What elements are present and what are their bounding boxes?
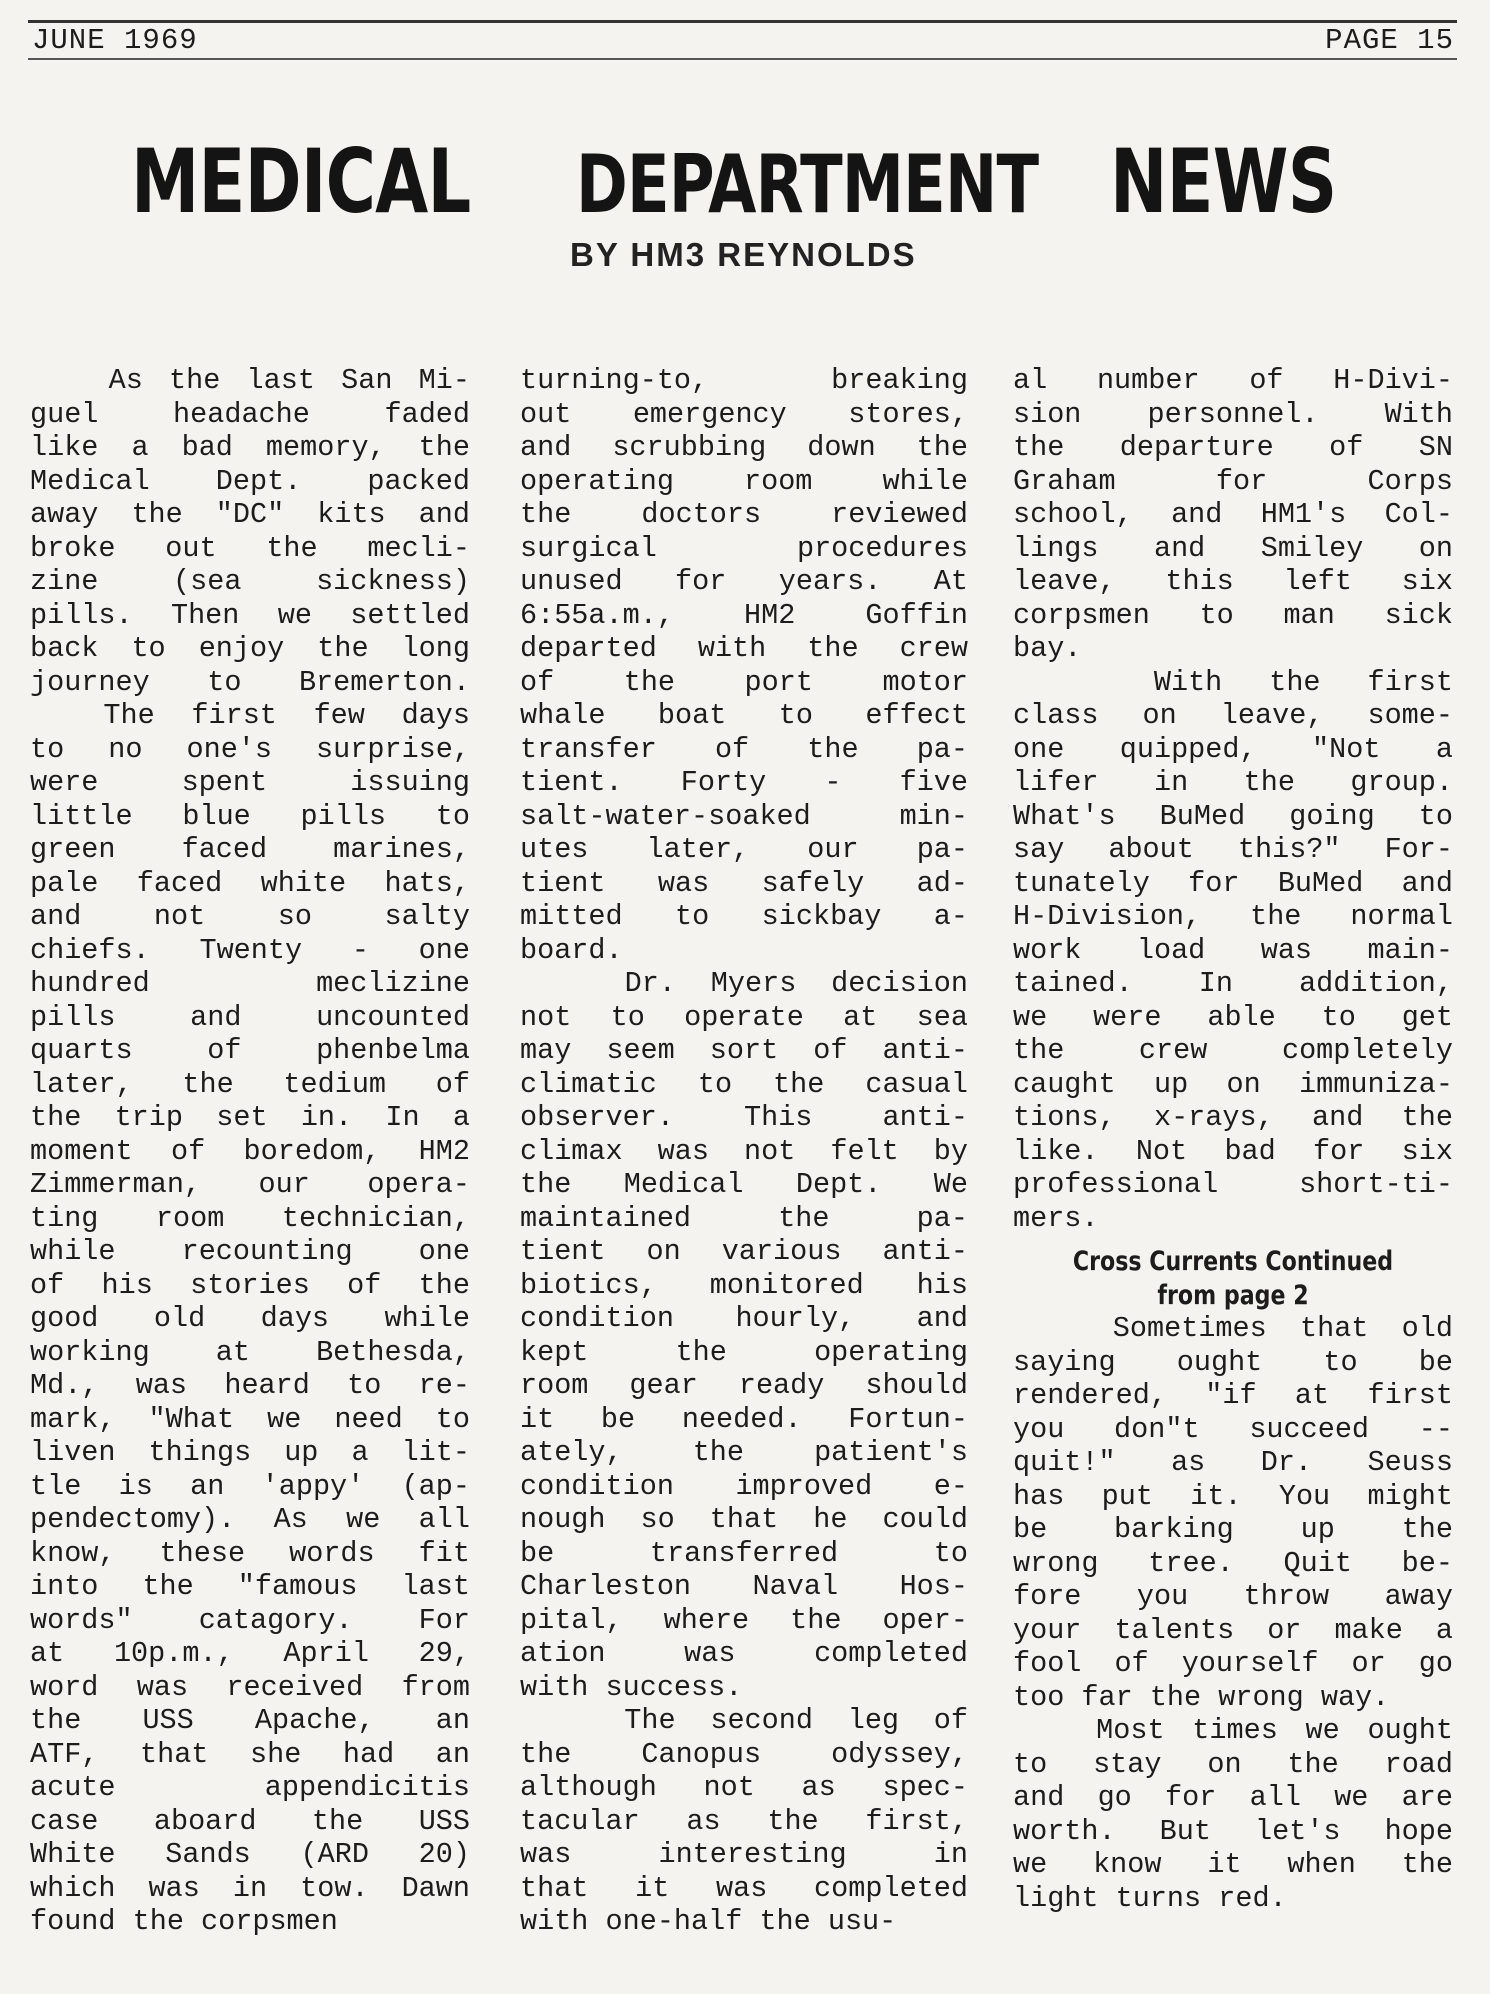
- text-line: the Medical Dept. We: [520, 1168, 968, 1201]
- text-line: Graham for Corps: [1013, 464, 1453, 498]
- text-line: maintained the pa-: [520, 1201, 968, 1235]
- text-line: H-Division, the normal: [1013, 900, 1453, 933]
- text-line: corpsmen to man sick: [1013, 598, 1453, 632]
- text-line: words" catagory. For: [30, 1603, 470, 1637]
- text-line: Dr. Myers decision: [520, 967, 968, 1000]
- text-line: back to enjoy the long: [30, 632, 470, 665]
- text-line: ately, the patient's: [520, 1436, 968, 1469]
- text-line: zine (sea sickness): [30, 565, 470, 598]
- text-line: you don"t succeed --: [1013, 1412, 1453, 1446]
- text-line: climax was not felt by: [520, 1134, 968, 1168]
- text-line: hundred meclizine: [30, 967, 470, 1000]
- text-line: acute appendicitis: [30, 1771, 470, 1804]
- text-line: kept the operating: [520, 1335, 968, 1369]
- text-line: was interesting in: [520, 1838, 968, 1871]
- article-column-3: [1013, 364, 1453, 1915]
- text-line: observer. This anti-: [520, 1101, 968, 1134]
- text-line: With the first: [1013, 665, 1453, 699]
- text-line: professional short-ti-: [1013, 1168, 1453, 1201]
- text-line: little blue pills to: [30, 799, 470, 833]
- text-line: pale faced white hats,: [30, 866, 470, 900]
- text-line: Md., was heard to re-: [30, 1369, 470, 1402]
- text-line: transfer of the pa-: [520, 732, 968, 766]
- byline: BY HM3 REYNOLDS: [570, 236, 917, 273]
- text-line: climatic to the casual: [520, 1067, 968, 1101]
- text-line: into the "famous last: [30, 1570, 470, 1603]
- header-date: JUNE 1969: [32, 24, 198, 57]
- text-line: with one-half the usu-: [520, 1905, 897, 1938]
- text-line: ting room technician,: [30, 1201, 470, 1235]
- text-line: tient on various anti-: [520, 1235, 968, 1268]
- text-line: mitted to sickbay a-: [520, 900, 968, 933]
- text-line: White Sands (ARD 20): [30, 1838, 470, 1871]
- text-line: be barking up the: [1013, 1513, 1453, 1546]
- text-line: away the "DC" kits and: [30, 498, 470, 531]
- text-line: later, the tedium of: [30, 1067, 470, 1101]
- text-line: of his stories of the: [30, 1268, 470, 1302]
- text-line: while recounting one: [30, 1235, 470, 1268]
- text-line: Zimmerman, our opera-: [30, 1168, 470, 1201]
- text-line: word was received from: [30, 1670, 470, 1704]
- header-rule-bottom: [28, 58, 1457, 60]
- header-rule-top: [28, 20, 1457, 23]
- text-line: salt-water-soaked min-: [520, 799, 968, 833]
- text-line: board.: [520, 933, 623, 967]
- text-line: leave, this left six: [1013, 565, 1453, 598]
- text-line: condition hourly, and: [520, 1302, 968, 1335]
- text-line: and go for all we are: [1013, 1781, 1453, 1814]
- text-line: not to operate at sea: [520, 1000, 968, 1034]
- text-line: green faced marines,: [30, 833, 470, 866]
- text-line: working at Bethesda,: [30, 1335, 470, 1369]
- text-line: although not as spec-: [520, 1771, 968, 1804]
- text-line: tient. Forty - five: [520, 766, 968, 799]
- title-word-news: NEWS: [1110, 130, 1337, 233]
- text-line: moment of boredom, HM2: [30, 1134, 470, 1168]
- text-line: biotics, monitored his: [520, 1268, 968, 1302]
- text-line: quarts of phenbelma: [30, 1034, 470, 1067]
- spacer: [1013, 1235, 1453, 1245]
- text-line: the crew completely: [1013, 1034, 1453, 1067]
- text-line: guel headache faded: [30, 397, 470, 431]
- text-line: tained. In addition,: [1013, 967, 1453, 1000]
- text-line: What's BuMed going to: [1013, 799, 1453, 833]
- text-line: The second leg of: [520, 1704, 968, 1737]
- text-line: ATF, that she had an: [30, 1737, 470, 1771]
- text-line: class on leave, some-: [1013, 699, 1453, 732]
- text-line: we know it when the: [1013, 1848, 1453, 1881]
- text-line: to stay on the road: [1013, 1747, 1453, 1781]
- text-line: light turns red.: [1013, 1881, 1287, 1915]
- text-line: good old days while: [30, 1302, 470, 1335]
- text-line: found the corpsmen: [30, 1905, 338, 1938]
- text-line: condition improved e-: [520, 1469, 968, 1503]
- text-line: with success.: [520, 1670, 743, 1704]
- text-line: whale boat to effect: [520, 699, 968, 732]
- article-column-2: [520, 364, 968, 1939]
- text-line: pills. Then we settled: [30, 598, 470, 632]
- text-line: to no one's surprise,: [30, 732, 470, 766]
- text-line: know, these words fit: [30, 1536, 470, 1570]
- text-line: journey to Bremerton.: [30, 665, 470, 699]
- text-line: which was in tow. Dawn: [30, 1871, 470, 1905]
- text-line: nough so that he could: [520, 1503, 968, 1536]
- text-line: fore you throw away: [1013, 1580, 1453, 1613]
- text-line: case aboard the USS: [30, 1804, 470, 1838]
- text-line: the USS Apache, an: [30, 1704, 470, 1737]
- text-line: unused for years. At: [520, 565, 968, 598]
- title-word-medical: MEDICAL: [131, 130, 471, 233]
- text-line: may seem sort of anti-: [520, 1034, 968, 1067]
- text-line: be transferred to: [520, 1536, 968, 1570]
- text-line: the departure of SN: [1013, 431, 1453, 464]
- header-page-number: PAGE 15: [1325, 24, 1454, 57]
- text-line: Charleston Naval Hos-: [520, 1570, 968, 1603]
- text-line: has put it. You might: [1013, 1479, 1453, 1513]
- text-line: pills and uncounted: [30, 1000, 470, 1034]
- text-line: al number of H-Divi-: [1013, 364, 1453, 397]
- text-line: lings and Smiley on: [1013, 531, 1453, 565]
- text-line: operating room while: [520, 464, 968, 498]
- text-line: liven things up a lit-: [30, 1436, 470, 1469]
- text-line: broke out the mecli-: [30, 531, 470, 565]
- text-line: tions, x-rays, and the: [1013, 1101, 1453, 1134]
- text-line: tle is an 'appy' (ap-: [30, 1469, 470, 1503]
- text-line: tient was safely ad-: [520, 866, 968, 900]
- text-line: your talents or make a: [1013, 1613, 1453, 1647]
- text-line: utes later, our pa-: [520, 833, 968, 866]
- continued-subhead: from page 2: [1157, 1279, 1309, 1311]
- text-line: surgical procedures: [520, 531, 968, 565]
- text-line: The first few days: [30, 699, 470, 732]
- text-line: and not so salty: [30, 900, 470, 933]
- text-line: the doctors reviewed: [520, 498, 968, 531]
- text-line: pendectomy). As we all: [30, 1503, 470, 1536]
- text-line: departed with the crew: [520, 632, 968, 665]
- text-line: like a bad memory, the: [30, 431, 470, 464]
- continued-subhead: Cross Currents Continued: [1072, 1246, 1394, 1277]
- text-line: quit!" as Dr. Seuss: [1013, 1446, 1453, 1479]
- text-line: school, and HM1's Col-: [1013, 498, 1453, 531]
- text-line: 6:55a.m., HM2 Goffin: [520, 598, 968, 632]
- text-line: Most times we ought: [1013, 1714, 1453, 1747]
- text-line: it be needed. Fortun-: [520, 1402, 968, 1436]
- text-line: ation was completed: [520, 1637, 968, 1670]
- text-line: of the port motor: [520, 665, 968, 699]
- text-line: Medical Dept. packed: [30, 464, 470, 498]
- text-line: mers.: [1013, 1201, 1099, 1235]
- text-line: wrong tree. Quit be-: [1013, 1546, 1453, 1580]
- text-line: worth. But let's hope: [1013, 1814, 1453, 1848]
- text-line: we were able to get: [1013, 1000, 1453, 1034]
- text-line: at 10p.m., April 29,: [30, 1637, 470, 1670]
- text-line: the Canopus odyssey,: [520, 1737, 968, 1771]
- text-line: and scrubbing down the: [520, 431, 968, 464]
- text-line: fool of yourself or go: [1013, 1647, 1453, 1680]
- text-line: chiefs. Twenty - one: [30, 933, 470, 967]
- text-line: one quipped, "Not a: [1013, 732, 1453, 766]
- text-line: As the last San Mi-: [30, 364, 470, 397]
- text-line: were spent issuing: [30, 766, 470, 799]
- text-line: tacular as the first,: [520, 1804, 968, 1838]
- text-line: mark, "What we need to: [30, 1402, 470, 1436]
- text-line: saying ought to be: [1013, 1345, 1453, 1379]
- text-line: tunately for BuMed and: [1013, 866, 1453, 900]
- text-line: that it was completed: [520, 1871, 968, 1905]
- text-line: too far the wrong way.: [1013, 1680, 1390, 1714]
- article-column-1: [30, 364, 470, 1939]
- text-line: like. Not bad for six: [1013, 1134, 1453, 1168]
- text-line: Sometimes that old: [1013, 1312, 1453, 1345]
- text-line: the trip set in. In a: [30, 1101, 470, 1134]
- text-line: turning-to, breaking: [520, 364, 968, 397]
- text-line: sion personnel. With: [1013, 397, 1453, 431]
- text-line: out emergency stores,: [520, 397, 968, 431]
- text-line: room gear ready should: [520, 1369, 968, 1402]
- text-line: rendered, "if at first: [1013, 1379, 1453, 1412]
- text-line: say about this?" For-: [1013, 833, 1453, 866]
- text-line: caught up on immuniza-: [1013, 1067, 1453, 1101]
- text-line: lifer in the group.: [1013, 766, 1453, 799]
- text-line: pital, where the oper-: [520, 1603, 968, 1637]
- text-line: work load was main-: [1013, 933, 1453, 967]
- text-line: bay.: [1013, 632, 1082, 665]
- title-word-department: DEPARTMENT: [576, 138, 1039, 231]
